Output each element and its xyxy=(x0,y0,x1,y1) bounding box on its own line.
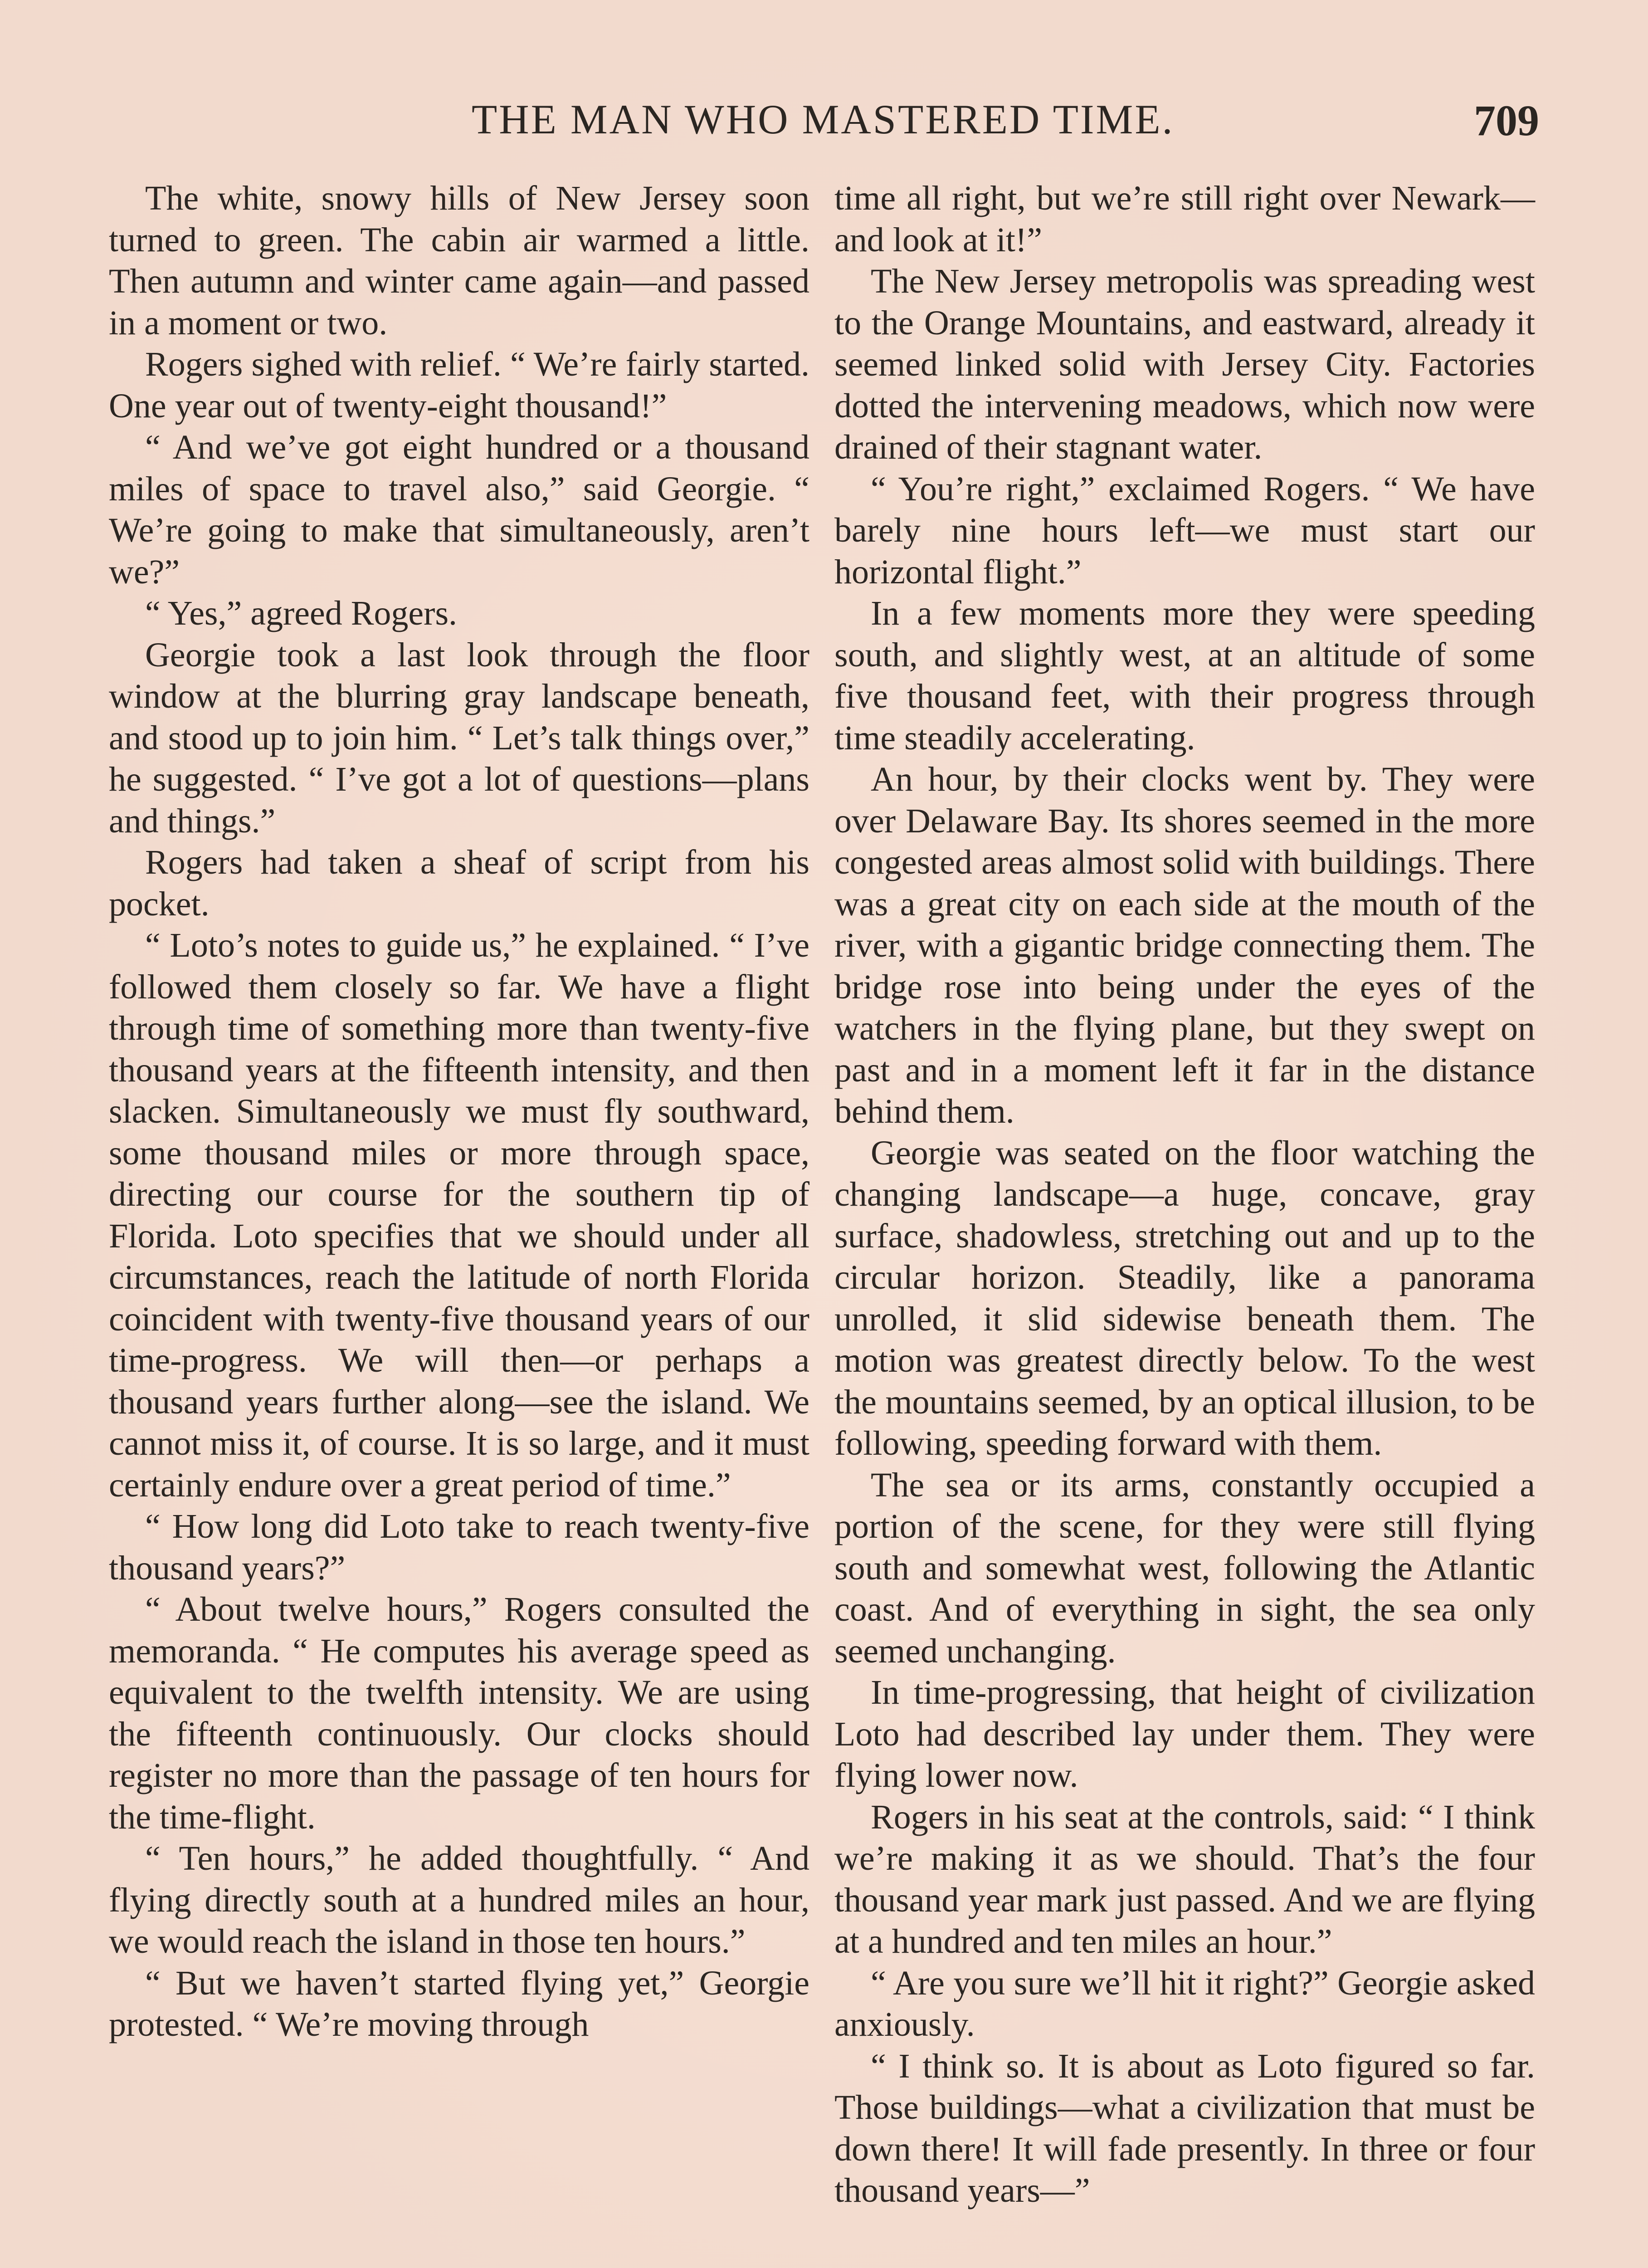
paragraph-continuation: time all right, but we’re still right over Newark—and look at it!” xyxy=(834,179,1535,259)
paragraph: “ Are you sure we’ll hit it right?” Georgie asked anxiously. xyxy=(834,1964,1535,2043)
paragraph: The sea or its arms, constantly occupied a portion of the scene, for they were still flying south and somewhat west, following the Atlantic coast. And of everything in sight, the sea only seemed unchanging. xyxy=(834,1466,1535,1670)
right-column xyxy=(834,178,1535,2212)
paragraph: “ Loto’s notes to guide us,” he explained. “ I’ve followed them closely so far. We have a flight through time of something more than twenty-five thousand years at the fifteenth intensity, and then slacken. Simultaneously we must fly southward, some thousand miles or more through space, directing our course for the southern tip of Florida. Loto specifies that we should under all circumstances, reach the latitude of north Florida coincident with twenty-five thousand years of our time-progress. We will then—or perhaps a thousand years further along—see the island. We cannot miss it, of course. It is so large, and it must certainly endure over a great period of time.” xyxy=(109,926,809,1504)
paragraph: “ Yes,” agreed Rogers. xyxy=(145,594,458,632)
paragraph: “ And we’ve got eight hundred or a thousand miles of space to travel also,” said Georgie. “ We’re going to make that simultaneously, aren’t we?” xyxy=(109,428,809,591)
paragraph: Rogers sighed with relief. “ We’re fairly started. One year out of twenty-eight thousand!” xyxy=(109,345,809,425)
paragraph: The white, snowy hills of New Jersey soon turned to green. The cabin air warmed a little. Then autumn and winter came again—and passed in a moment or two. xyxy=(109,179,809,342)
running-title: THE MAN WHO MASTERED TIME. xyxy=(472,96,1175,142)
paragraph: An hour, by their clocks went by. They were over Delaware Bay. Its shores seemed in the more congested areas almost solid with buildings. There was a great city on each side at the mouth of the river, with a gigantic bridge connecting them. The bridge rose into being under the eyes of the watchers in the flying plane, but they swept on past and in a moment left it far in the distance behind them. xyxy=(834,760,1535,1130)
paragraph: Georgie was seated on the floor watching the changing landscape—a huge, concave, gray surface, shadowless, stretching out and up to the circular horizon. Steadily, like a panorama unrolled, it slid sidewise beneath them. The motion was greatest directly below. To the west the mountains seemed, by an optical illusion, to be following, speeding forward with them. xyxy=(834,1134,1535,1462)
paragraph: Rogers in his seat at the controls, said: “ I think we’re making it as we should. That’s the four thousand year mark just passed. And we are flying at a hundred and ten miles an hour.” xyxy=(834,1798,1535,1960)
paragraph: In time-progressing, that height of civilization Loto had described lay under them. They were flying lower now. xyxy=(834,1673,1535,1794)
paragraph: Rogers had taken a sheaf of script from his pocket. xyxy=(109,843,809,923)
paragraph: “ Ten hours,” he added thoughtfully. “ And flying directly south at a hundred miles an hour, we would reach the island in those ten hours.” xyxy=(109,1839,809,1960)
paragraph: “ You’re right,” exclaimed Rogers. “ We have barely nine hours left—we must start our horizontal flight.” xyxy=(834,469,1535,591)
page-number: 709 xyxy=(1474,96,1539,145)
paragraph: “ About twelve hours,” Rogers consulted the memoranda. “ He computes his average speed as equivalent to the twelfth intensity. We are using the fifteenth continuously. Our clocks should register no more than the passage of ten hours for the time-flight. xyxy=(109,1590,809,1836)
paragraph: Georgie took a last look through the floor window at the blurring gray landscape beneath, and stood up to join him. “ Let’s talk things over,” he suggested. “ I’ve got a lot of questions—plans and things.” xyxy=(109,635,809,840)
paragraph: “ I think so. It is about as Loto figured so far. Those buildings—what a civilization that must be down there! It will fade presently. In three or four thousand years—” xyxy=(834,2047,1535,2209)
left-column xyxy=(109,178,809,2046)
paragraph: “ But we haven’t started flying yet,” Georgie protested. “ We’re moving through xyxy=(109,1964,809,2043)
paragraph: The New Jersey metropolis was spreading west to the Orange Mountains, and eastward, already it seemed linked solid with Jersey City. Factories dotted the intervening meadows, which now were drained of their stagnant water. xyxy=(834,262,1535,466)
paragraph: “ How long did Loto take to reach twenty-five thousand years?” xyxy=(109,1507,809,1587)
paragraph: In a few moments more they were speeding south, and slightly west, at an altitude of some five thousand feet, with their progress through time steadily accelerating. xyxy=(834,594,1535,757)
